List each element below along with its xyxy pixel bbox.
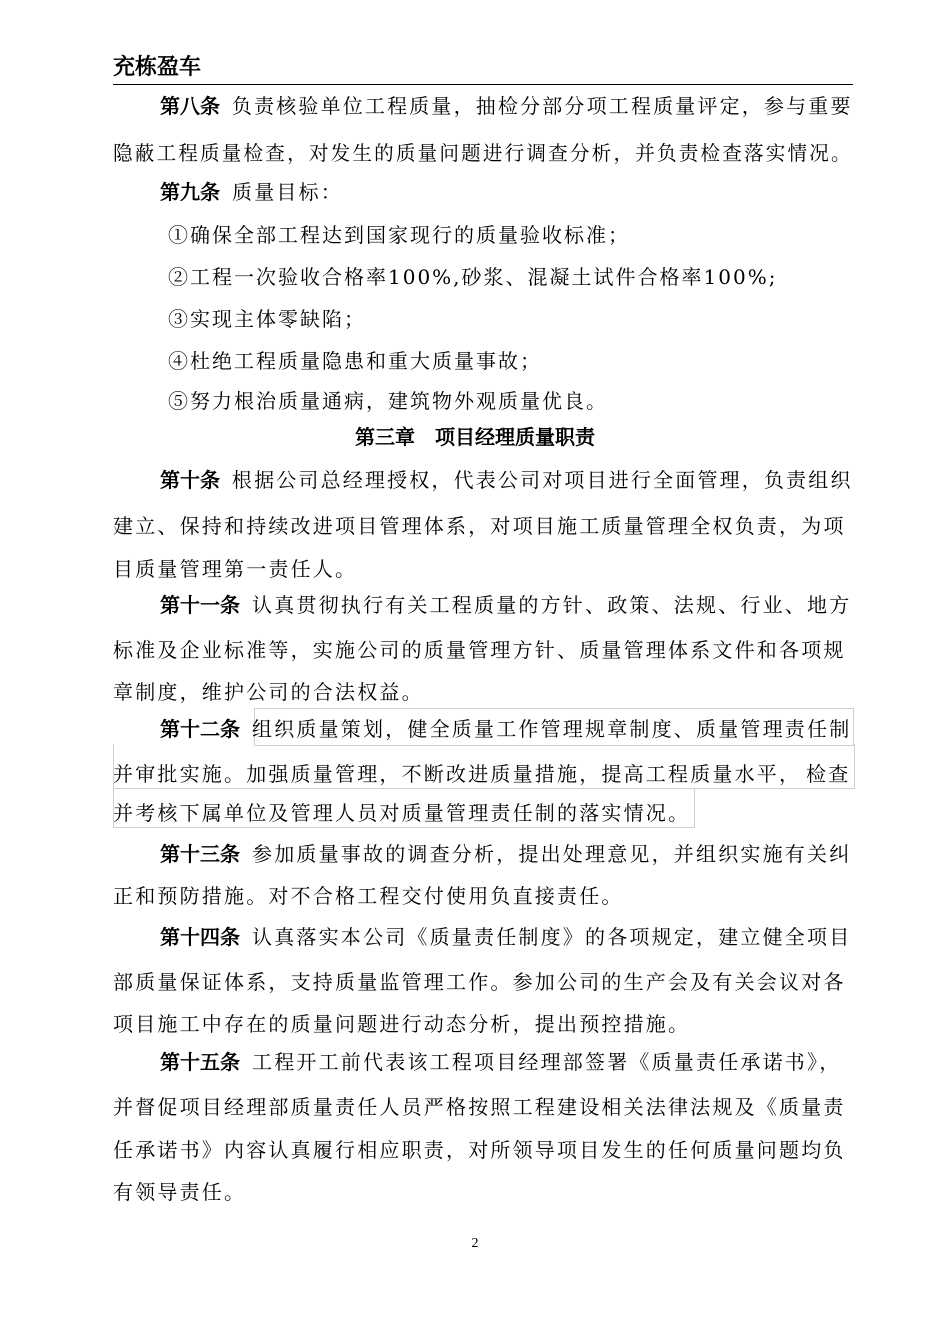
article-14-line-3: 项目施工中存在的质量问题进行动态分析，提出预控措施。 (113, 1012, 691, 1036)
article-10-line-1: 第十条 根据公司总经理授权，代表公司对项目进行全面管理，负责组织 (160, 468, 853, 492)
chapter-number: 第三章 (355, 425, 415, 449)
article-10-line-3: 目质量管理第一责任人。 (113, 557, 358, 581)
article-15-label: 第十五条 (160, 1050, 240, 1074)
article-8-label: 第八条 (160, 94, 220, 118)
chapter-heading (0, 421, 950, 450)
article-12-line-2a: 并审批实施。加强质量管理，不断改进质量措施，提高工程质量水平， (113, 762, 802, 786)
article-8-line-2: 隐蔽工程质量检查，对发生的质量问题进行调查分析，并负责检查落实情况。 (113, 141, 853, 165)
article-13-line-1: 第十三条 参加质量事故的调查分析，提出处理意见，并组织实施有关纠 (160, 842, 852, 866)
article-12-line-2b: 检查 (806, 762, 851, 786)
article-12-line-3: 并考核下属单位及管理人员对质量管理责任制的落实情况。 (113, 801, 691, 825)
page-number: 2 (471, 1236, 479, 1251)
article-15-line-2: 并督促项目经理部质量责任人员严格按照工程建设相关法律法规及《质量责 (113, 1095, 846, 1119)
article-12-line-1: 第十二条 组织质量策划，健全质量工作管理规章制度、质量管理责任制 (160, 717, 852, 741)
goal-item-1: ①确保全部工程达到国家现行的质量验收标准； (168, 223, 630, 247)
page-header (113, 48, 853, 85)
article-9-line-1: 第九条 质量目标： (160, 180, 343, 204)
goal-item-5: ⑤努力根治质量通病，建筑物外观质量优良。 (168, 389, 608, 413)
article-14-line-1: 第十四条 认真落实本公司《质量责任制度》的各项规定，建立健全项目 (160, 925, 852, 949)
goal-item-2: ②工程一次验收合格率100%,砂浆、混凝土试件合格率100%; (168, 265, 778, 289)
article-13-line-2: 正和预防措施。对不合格工程交付使用负直接责任。 (113, 884, 624, 908)
article-11-label: 第十一条 (160, 593, 240, 617)
article-11-line-1: 第十一条 认真贯彻执行有关工程质量的方针、政策、法规、行业、地方 (160, 593, 852, 617)
article-14-line-2: 部质量保证体系，支持质量监管理工作。参加公司的生产会及有关会议对各 (113, 970, 846, 994)
article-10-label: 第十条 (160, 468, 220, 492)
article-15-line-3: 任承诺书》内容认真履行相应职责，对所领导项目发生的任何质量问题均负 (113, 1138, 846, 1162)
article-11-line-2: 标准及企业标准等，实施公司的质量管理方针、质量管理体系文件和各项规 (113, 638, 846, 662)
article-9-label: 第九条 (160, 180, 220, 204)
article-13-label: 第十三条 (160, 842, 240, 866)
article-10-line-2: 建立、保持和持续改进项目管理体系，对项目施工质量管理全权负责，为项 (113, 514, 846, 538)
article-15-line-1: 第十五条 工程开工前代表该工程项目经理部签署《质量责任承诺书》， (160, 1050, 842, 1074)
chapter-title: 项目经理质量职责 (435, 425, 595, 449)
header-title: 充栋盈车 (113, 55, 202, 80)
goal-item-4: ④杜绝工程质量隐患和重大质量事故； (168, 349, 542, 373)
article-12-label: 第十二条 (160, 717, 240, 741)
goal-item-3: ③实现主体零缺陷； (168, 307, 366, 331)
article-14-label: 第十四条 (160, 925, 240, 949)
article-8-line-1: 第八条 负责核验单位工程质量，抽检分部分项工程质量评定，参与重要 (160, 94, 853, 118)
article-15-line-4: 有领导责任。 (113, 1180, 247, 1204)
article-11-line-3: 章制度，维护公司的合法权益。 (113, 680, 424, 704)
